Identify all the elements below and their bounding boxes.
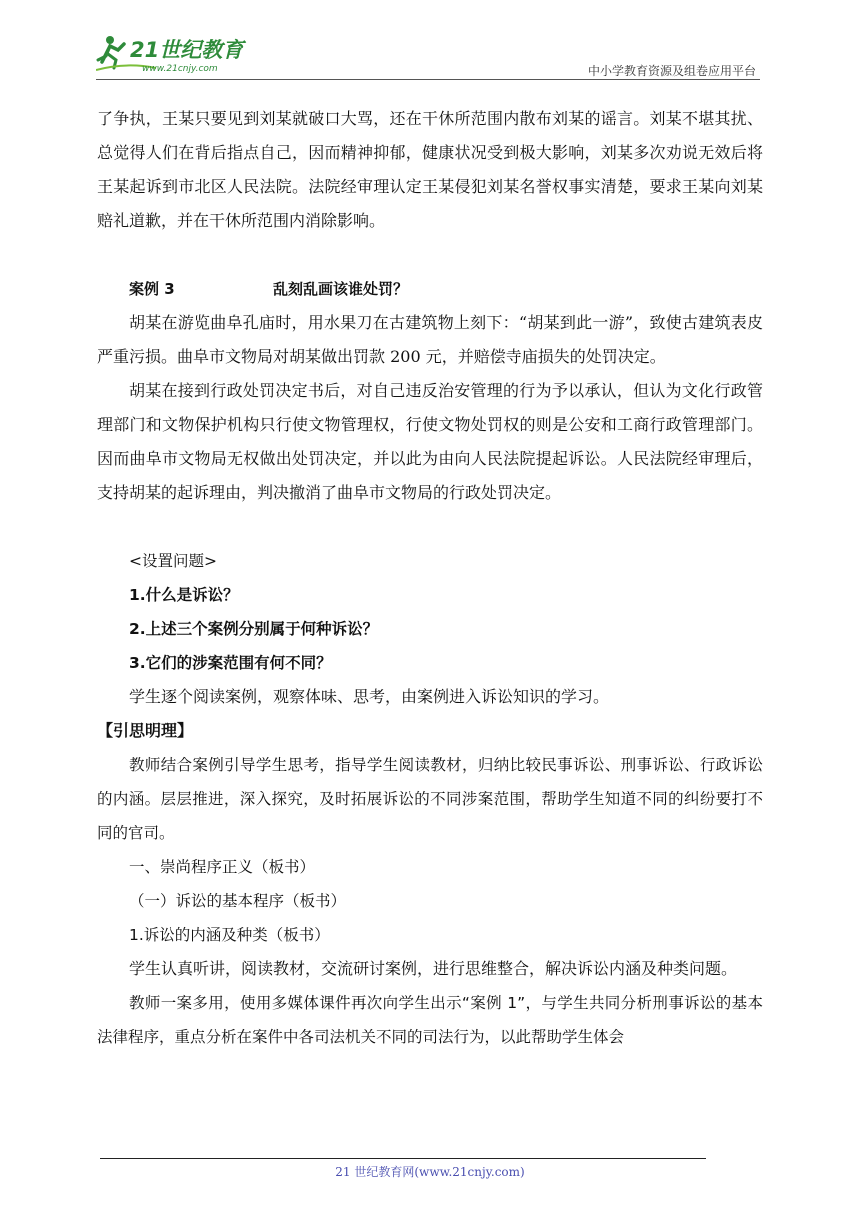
case3-title: 乱刻乱画该谁处罚？ xyxy=(273,280,409,298)
page-header xyxy=(96,32,760,80)
question-item: 3.它们的涉案范围有何不同？ xyxy=(129,654,332,672)
teacher-paragraph: 教师结合案例引导学生思考，指导学生阅读教材，归纳比较民事诉讼、刑事诉讼、行政诉讼的内涵。层层推进，深入探究，及时拓展诉讼的不同涉案范围，帮助学生知道不同的纠纷要打不同的官司。 xyxy=(97,756,763,842)
students-listen-paragraph: 学生认真听讲，阅读教材，交流研讨案例，进行思维整合，解决诉讼内涵及种类问题。 xyxy=(129,959,738,978)
board-note-2: （一）诉讼的基本程序（板书） xyxy=(129,892,347,910)
platform-name: 中小学教育资源及组卷应用平台 xyxy=(587,64,756,78)
question-item: 1.什么是诉讼？ xyxy=(129,586,239,604)
board-note-1: 一、崇尚程序正义（板书） xyxy=(129,858,316,876)
logo-url-text: www.21cnjy.com xyxy=(142,64,218,74)
students-read-paragraph: 学生逐个阅读案例，观察体味、思考，由案例进入诉讼知识的学习。 xyxy=(129,687,610,706)
logo-text: 21世纪教育 xyxy=(130,38,244,62)
case3-heading xyxy=(97,272,763,306)
question-item: 2.上述三个案例分别属于何种诉讼？ xyxy=(129,620,379,638)
document-body xyxy=(97,102,763,1054)
case3-paragraph-1: 胡某在游览曲阜孔庙时，用水果刀在古建筑物上刻下：“胡某到此一游”，致使古建筑表皮严重污损。曲阜市文物局对胡某做出罚款 200 元，并赔偿寺庙损失的处罚决定。 xyxy=(97,313,763,366)
footer-divider xyxy=(100,1158,706,1159)
teacher-multimedia-paragraph: 教师一案多用，使用多媒体课件再次向学生出示“案例 1”，与学生共同分析刑事诉讼的基本法律程序，重点分析在案件中各司法机关不同的司法行为，以此帮助学生体会 xyxy=(97,994,763,1046)
questions-heading: <设置问题> xyxy=(129,552,217,570)
footer-source-link[interactable]: 21 世纪教育网(www.21cnjy.com) xyxy=(335,1165,525,1179)
paragraph-continuation: 了争执，王某只要见到刘某就破口大骂，还在干休所范围内散布刘某的谣言。刘某不堪其扰、总觉得人们在背后指点自己，因而精神抑郁，健康状况受到极大影响，刘某多次劝说无效后将王某起诉到市北区人民法院。法院经审理认定王某侵犯刘某名誉权事实清楚，要求王某向刘某赔礼道歉，并在干休所范围内消除影响。 xyxy=(97,109,763,230)
spacer xyxy=(97,510,763,544)
header-divider xyxy=(96,79,760,80)
case3-paragraph-2: 胡某在接到行政处罚决定书后，对自己违反治安管理的行为予以承认，但认为文化行政管理部门和文物保护机构只行使文物管理权，行使文物处罚权的则是公安和工商行政管理部门。因而曲阜市文物局无权做出处罚决定，并以此为由向人民法院提起诉讼。人民法院经审理后，支持胡某的起诉理由，判决撤消了曲阜市文物局的行政处罚决定。 xyxy=(97,381,763,502)
site-logo xyxy=(96,32,266,76)
board-note-3: 1.诉讼的内涵及种类（板书） xyxy=(129,926,330,944)
spacer xyxy=(97,238,763,272)
case3-label: 案例 3 xyxy=(129,280,175,298)
section-heading: 【引思明理】 xyxy=(97,721,194,740)
